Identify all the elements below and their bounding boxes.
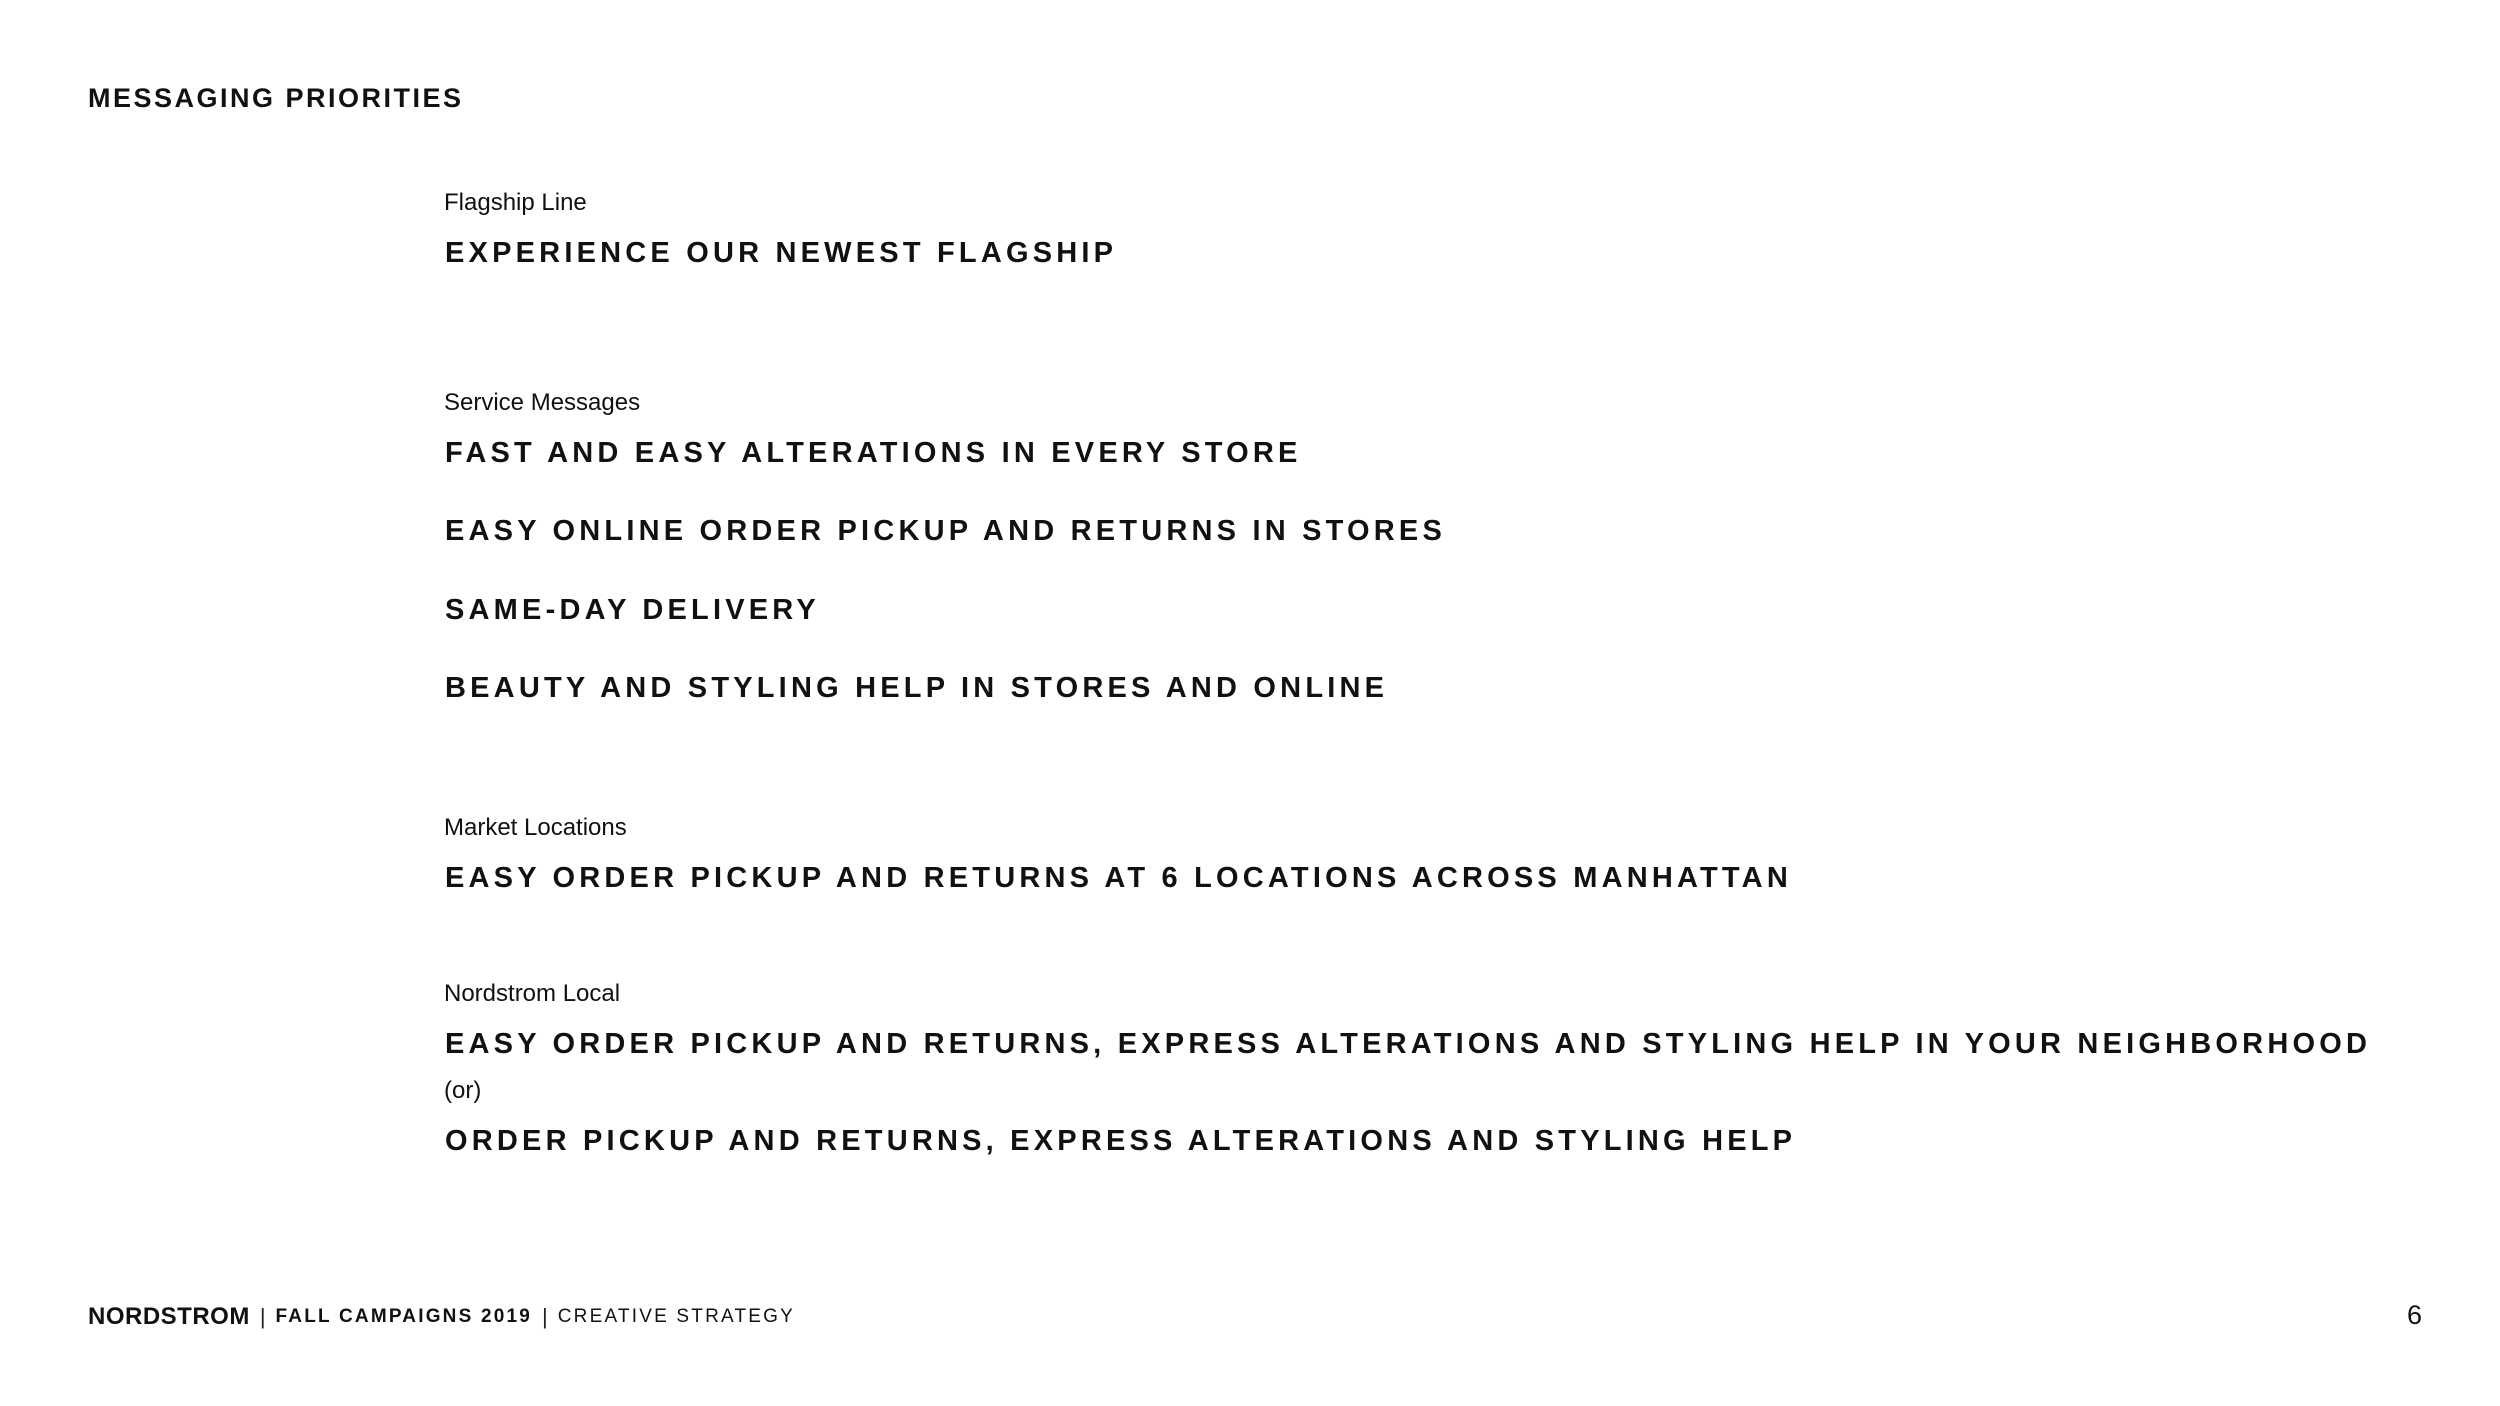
- message-flagship: EXPERIENCE OUR NEWEST FLAGSHIP: [445, 237, 1118, 269]
- message-service-pickup: EASY ONLINE ORDER PICKUP AND RETURNS IN STORES: [445, 515, 1447, 547]
- message-market-locations: EASY ORDER PICKUP AND RETURNS AT 6 LOCATIONS ACROSS MANHATTAN: [445, 862, 1792, 894]
- footer-separator: |: [259, 1304, 266, 1329]
- section-label-service: Service Messages: [444, 389, 641, 416]
- page-title: MESSAGING PRIORITIES: [88, 83, 464, 113]
- message-local-alternative: ORDER PICKUP AND RETURNS, EXPRESS ALTERATIONS AND STYLING HELP: [445, 1125, 1797, 1157]
- message-service-alterations: FAST AND EASY ALTERATIONS IN EVERY STORE: [445, 437, 1302, 469]
- section-label-market: Market Locations: [444, 814, 627, 841]
- brand-logo: NORDSTROM: [88, 1303, 250, 1330]
- alternative-label: (or): [444, 1077, 482, 1104]
- message-local-primary: EASY ORDER PICKUP AND RETURNS, EXPRESS ALTERATIONS AND STYLING HELP IN YOUR NEIGHBORHOOD: [445, 1028, 2372, 1060]
- footer-campaign: FALL CAMPAIGNS 2019: [275, 1306, 533, 1327]
- message-service-delivery: SAME-DAY DELIVERY: [445, 594, 820, 626]
- page-number: 6: [2406, 1300, 2422, 1330]
- footer-strategy: CREATIVE STRATEGY: [557, 1306, 796, 1327]
- section-label-local: Nordstrom Local: [444, 980, 621, 1007]
- footer-separator: |: [542, 1304, 548, 1329]
- message-service-beauty: BEAUTY AND STYLING HELP IN STORES AND ONLINE: [445, 672, 1389, 704]
- footer: [88, 1302, 795, 1332]
- section-label-flagship: Flagship Line: [444, 189, 587, 216]
